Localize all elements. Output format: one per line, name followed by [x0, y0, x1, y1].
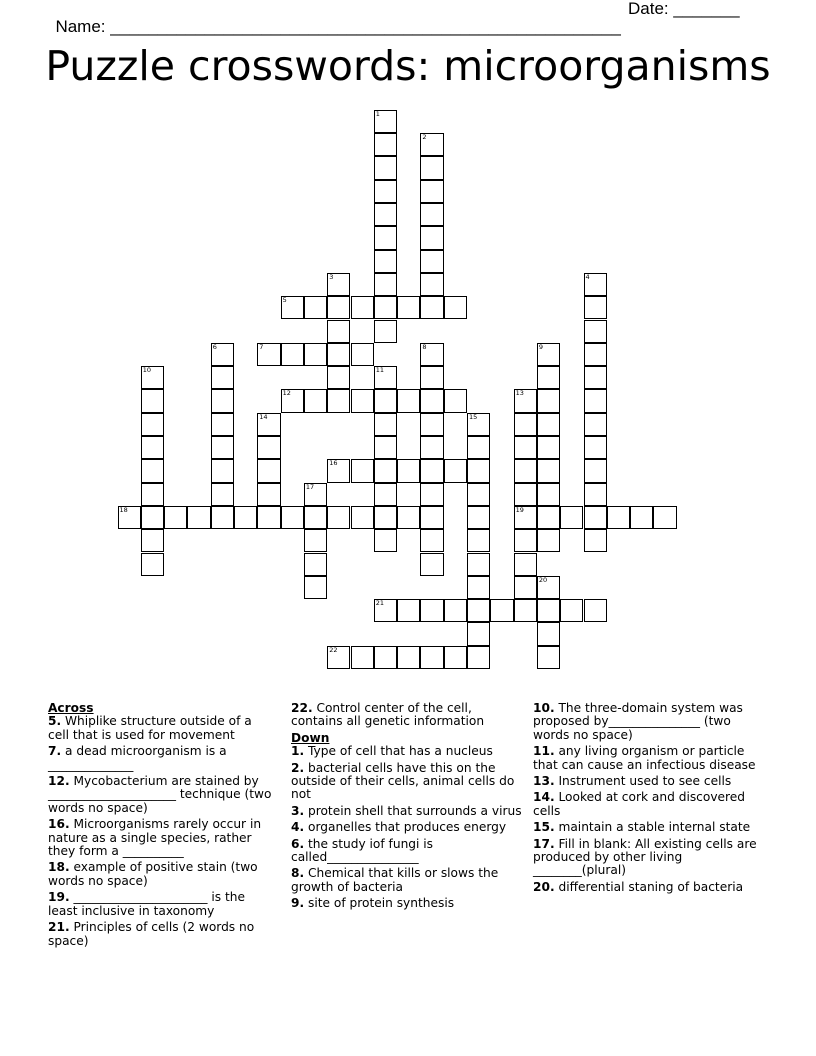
clue-number-label: 8.	[291, 866, 305, 881]
clue-item	[291, 821, 526, 834]
clue-heading: Across	[48, 701, 94, 715]
clue-number: 14	[259, 412, 268, 421]
clue-number-label: 6.	[291, 836, 305, 851]
grid-cell[interactable]	[374, 413, 397, 436]
grid-cell[interactable]	[187, 506, 210, 529]
grid-cell[interactable]	[514, 389, 537, 412]
clue-text: differential staning of bacteria	[554, 879, 744, 894]
grid-cell[interactable]	[374, 296, 397, 319]
grid-cell[interactable]	[351, 459, 374, 482]
grid-cell[interactable]	[397, 296, 420, 319]
grid-cell[interactable]	[374, 156, 397, 179]
grid-cell[interactable]	[211, 389, 234, 412]
clue-number-label: 21.	[48, 920, 70, 935]
grid-cell[interactable]	[420, 343, 443, 366]
clue-number: 2	[422, 133, 427, 142]
grid-cell[interactable]	[537, 366, 560, 389]
grid-cell[interactable]	[537, 622, 560, 645]
grid-cell[interactable]	[304, 483, 327, 506]
name-field-label: Name: ______________________________________________________	[55, 17, 621, 36]
grid-cell[interactable]	[374, 273, 397, 296]
grid-cell[interactable]	[420, 459, 443, 482]
grid-cell[interactable]	[467, 576, 490, 599]
clue-item	[533, 821, 763, 834]
grid-cell[interactable]	[281, 506, 304, 529]
grid-cell[interactable]	[420, 273, 443, 296]
clue-number-label: 3.	[291, 803, 305, 818]
clue-item	[533, 838, 763, 878]
clue-item	[48, 921, 273, 948]
grid-cell[interactable]	[584, 436, 607, 459]
clue-column	[48, 702, 273, 951]
grid-cell[interactable]	[141, 529, 164, 552]
clue-number-label: 13.	[533, 774, 555, 789]
clue-column	[291, 702, 526, 914]
clue-number-label: 2.	[291, 760, 305, 775]
grid-cell[interactable]	[327, 296, 350, 319]
grid-cell[interactable]	[141, 459, 164, 482]
grid-cell[interactable]	[653, 506, 676, 529]
grid-cell[interactable]	[374, 646, 397, 669]
grid-cell[interactable]	[560, 506, 583, 529]
grid-cell[interactable]	[537, 529, 560, 552]
grid-cell[interactable]	[257, 413, 280, 436]
clue-text: Type of cell that has a nucleus	[304, 744, 493, 759]
clue-item	[48, 775, 273, 815]
grid-cell[interactable]	[467, 646, 490, 669]
grid-cell[interactable]	[211, 436, 234, 459]
grid-cell[interactable]	[374, 180, 397, 203]
grid-cell[interactable]	[351, 343, 374, 366]
grid-cell[interactable]	[420, 506, 443, 529]
clue-number: 16	[329, 459, 338, 468]
clue-item	[48, 891, 273, 918]
grid-cell[interactable]	[584, 366, 607, 389]
clue-item	[291, 702, 526, 729]
grid-cell[interactable]	[584, 273, 607, 296]
grid-cell[interactable]	[211, 366, 234, 389]
grid-cell[interactable]	[141, 483, 164, 506]
clue-text: ______________________ is the least inclusive in taxonomy	[48, 890, 246, 918]
clue-text: Looked at cork and discovered cells	[533, 790, 746, 818]
grid-cell[interactable]	[374, 203, 397, 226]
clue-item	[533, 791, 763, 818]
clue-number: 22	[329, 645, 338, 654]
clue-column	[533, 702, 763, 897]
grid-cell[interactable]	[420, 389, 443, 412]
grid-cell[interactable]	[281, 389, 304, 412]
clue-text: Control center of the cell, contains all genetic information	[291, 701, 485, 729]
grid-cell[interactable]	[304, 553, 327, 576]
grid-cell[interactable]	[164, 506, 187, 529]
grid-cell[interactable]	[397, 506, 420, 529]
grid-cell[interactable]	[211, 413, 234, 436]
grid-cell[interactable]	[537, 599, 560, 622]
clue-text: Instrument used to see cells	[554, 774, 732, 789]
clue-item	[48, 715, 273, 742]
grid-cell[interactable]	[467, 436, 490, 459]
grid-cell[interactable]	[304, 389, 327, 412]
grid-cell[interactable]	[141, 413, 164, 436]
grid-cell[interactable]	[304, 576, 327, 599]
grid-cell[interactable]	[374, 483, 397, 506]
grid-cell[interactable]	[211, 483, 234, 506]
grid-cell[interactable]	[374, 459, 397, 482]
grid-cell[interactable]	[211, 343, 234, 366]
clue-text: example of positive stain (two words no space)	[48, 860, 258, 888]
clue-text: maintain a stable internal state	[554, 820, 751, 835]
clue-number: 15	[469, 412, 478, 421]
grid-cell[interactable]	[257, 459, 280, 482]
grid-cell[interactable]	[514, 599, 537, 622]
grid-cell[interactable]	[584, 506, 607, 529]
clue-text: Microorganisms rarely occur in nature as a single species, rather they form a __________	[48, 817, 262, 859]
clue-number-label: 4.	[291, 820, 305, 835]
grid-cell[interactable]	[397, 459, 420, 482]
clue-number: 1	[375, 109, 380, 118]
grid-cell[interactable]	[374, 506, 397, 529]
clue-number-label: 17.	[533, 836, 555, 851]
grid-cell[interactable]	[420, 180, 443, 203]
clue-text: Principles of cells (2 words no space)	[48, 920, 255, 948]
clue-item	[291, 745, 526, 758]
grid-cell[interactable]	[420, 366, 443, 389]
grid-cell[interactable]	[281, 296, 304, 319]
grid-cell[interactable]	[420, 646, 443, 669]
clue-number: 18	[119, 505, 128, 514]
grid-cell[interactable]	[584, 483, 607, 506]
clue-text: protein shell that surrounds a virus	[304, 803, 522, 818]
grid-cell[interactable]	[467, 506, 490, 529]
grid-cell[interactable]	[420, 553, 443, 576]
grid-cell[interactable]	[444, 646, 467, 669]
clue-text: Mycobacterium are stained by _____________________ technique (two words no space)	[48, 774, 272, 815]
clue-number-label: 19.	[48, 890, 70, 905]
clue-number: 12	[282, 389, 291, 398]
grid-cell[interactable]	[467, 553, 490, 576]
grid-cell[interactable]	[327, 506, 350, 529]
clue-heading: Down	[291, 730, 330, 745]
grid-cell[interactable]	[584, 296, 607, 319]
clue-number: 6	[212, 342, 217, 351]
grid-cell[interactable]	[537, 576, 560, 599]
grid-cell[interactable]	[327, 389, 350, 412]
grid-cell[interactable]	[374, 320, 397, 343]
grid-cell[interactable]	[537, 483, 560, 506]
grid-cell[interactable]	[374, 389, 397, 412]
clue-number: 21	[375, 599, 385, 608]
grid-cell[interactable]	[537, 646, 560, 669]
grid-cell[interactable]	[444, 599, 467, 622]
grid-cell[interactable]	[514, 506, 537, 529]
grid-cell[interactable]	[327, 459, 350, 482]
clue-item	[48, 745, 273, 772]
grid-cell[interactable]	[514, 483, 537, 506]
grid-cell[interactable]	[537, 389, 560, 412]
grid-cell[interactable]	[257, 506, 280, 529]
grid-cell[interactable]	[444, 459, 467, 482]
clue-item	[291, 838, 526, 865]
grid-cell[interactable]	[467, 459, 490, 482]
date-field-label: Date: _______	[628, 0, 740, 18]
clue-number-label: 7.	[48, 744, 62, 759]
grid-cell[interactable]	[537, 506, 560, 529]
grid-cell[interactable]	[118, 506, 141, 529]
grid-cell[interactable]	[584, 389, 607, 412]
clue-number-label: 1.	[291, 744, 305, 759]
grid-cell[interactable]	[420, 483, 443, 506]
clue-number-label: 10.	[533, 701, 555, 715]
clue-number-label: 12.	[48, 774, 70, 789]
grid-cell[interactable]	[374, 599, 397, 622]
grid-cell[interactable]	[420, 529, 443, 552]
clue-number-label: 16.	[48, 817, 70, 832]
clue-number: 9	[538, 342, 544, 351]
grid-cell[interactable]	[327, 646, 350, 669]
clue-text: The three-domain system was proposed by_______________ (two words no space)	[533, 701, 743, 742]
grid-cell[interactable]	[257, 343, 280, 366]
grid-cell[interactable]	[444, 296, 467, 319]
grid-cell[interactable]	[141, 389, 164, 412]
grid-cell[interactable]	[351, 296, 374, 319]
clue-number: 19	[515, 505, 524, 514]
grid-cell[interactable]	[467, 622, 490, 645]
grid-cell[interactable]	[584, 599, 607, 622]
grid-cell[interactable]	[420, 203, 443, 226]
grid-cell[interactable]	[327, 366, 350, 389]
grid-cell[interactable]	[467, 529, 490, 552]
clue-number: 11	[375, 366, 385, 375]
clue-number: 5	[282, 296, 287, 305]
grid-cell[interactable]	[257, 483, 280, 506]
grid-cell[interactable]	[420, 436, 443, 459]
grid-cell[interactable]	[304, 343, 327, 366]
grid-cell[interactable]	[467, 483, 490, 506]
clue-text: organelles that produces energy	[304, 820, 507, 835]
grid-cell[interactable]	[351, 389, 374, 412]
clue-number: 10	[142, 366, 152, 375]
clue-number-label: 5.	[48, 714, 62, 729]
grid-cell[interactable]	[420, 296, 443, 319]
grid-cell[interactable]	[257, 436, 280, 459]
grid-cell[interactable]	[211, 459, 234, 482]
clue-text: Chemical that kills or slows the growth of bacteria	[291, 866, 499, 894]
grid-cell[interactable]	[141, 553, 164, 576]
grid-cell[interactable]	[584, 529, 607, 552]
grid-cell[interactable]	[420, 226, 443, 249]
grid-cell[interactable]	[537, 343, 560, 366]
grid-cell[interactable]	[374, 529, 397, 552]
grid-cell[interactable]	[584, 343, 607, 366]
grid-cell[interactable]	[374, 133, 397, 156]
clue-text: the study iof fungi is called_______________	[291, 836, 434, 865]
grid-cell[interactable]	[374, 436, 397, 459]
clue-text: Whiplike structure outside of a cell that is used for movement	[48, 714, 252, 742]
grid-cell[interactable]	[397, 646, 420, 669]
grid-cell[interactable]	[327, 343, 350, 366]
clue-number: 3	[329, 272, 334, 281]
grid-cell[interactable]	[281, 343, 304, 366]
clue-text: Fill in blank: All existing cells are produced by other living ________(plural)	[533, 836, 757, 878]
clue-number-label: 18.	[48, 860, 70, 875]
clue-number: 17	[305, 482, 315, 491]
clue-number-label: 20.	[533, 879, 555, 894]
grid-cell[interactable]	[420, 156, 443, 179]
clue-text: a dead microorganism is a ______________	[48, 744, 227, 772]
grid-cell[interactable]	[514, 436, 537, 459]
grid-cell[interactable]	[490, 599, 513, 622]
grid-cell[interactable]	[141, 366, 164, 389]
clue-item	[48, 818, 273, 858]
clue-number-label: 22.	[291, 701, 313, 715]
grid-cell[interactable]	[374, 226, 397, 249]
grid-cell[interactable]	[141, 436, 164, 459]
grid-cell[interactable]	[537, 413, 560, 436]
clue-number: 7	[259, 342, 264, 351]
clue-item	[291, 805, 526, 818]
clue-item	[48, 861, 273, 888]
clue-number: 20	[538, 575, 548, 584]
clue-number-label: 9.	[291, 896, 305, 911]
grid-cell[interactable]	[304, 296, 327, 319]
grid-cell[interactable]	[607, 506, 630, 529]
grid-cell[interactable]	[420, 133, 443, 156]
clue-text: site of protein synthesis	[304, 896, 455, 911]
grid-cell[interactable]	[514, 576, 537, 599]
clue-number-label: 15.	[533, 820, 555, 835]
page-title: Puzzle crosswords: microorganisms	[45, 42, 771, 90]
clue-number: 13	[515, 389, 524, 398]
grid-cell[interactable]	[584, 320, 607, 343]
grid-cell[interactable]	[420, 413, 443, 436]
clue-item	[533, 745, 763, 772]
grid-cell[interactable]	[630, 506, 653, 529]
grid-cell[interactable]	[234, 506, 257, 529]
grid-cell[interactable]	[327, 273, 350, 296]
clue-item	[291, 762, 526, 802]
grid-cell[interactable]	[374, 110, 397, 133]
grid-cell[interactable]	[327, 320, 350, 343]
grid-cell[interactable]	[584, 413, 607, 436]
clue-number: 8	[422, 342, 427, 351]
grid-cell[interactable]	[304, 529, 327, 552]
grid-cell[interactable]	[467, 599, 490, 622]
clue-number: 4	[585, 272, 590, 281]
grid-cell[interactable]	[420, 599, 443, 622]
grid-cell[interactable]	[514, 459, 537, 482]
grid-cell[interactable]	[584, 459, 607, 482]
grid-cell[interactable]	[537, 459, 560, 482]
grid-cell[interactable]	[397, 389, 420, 412]
grid-cell[interactable]	[397, 599, 420, 622]
clue-item	[291, 867, 526, 894]
clue-item	[291, 897, 526, 910]
grid-cell[interactable]	[420, 250, 443, 273]
clue-text: bacterial cells have this on the outside of their cells, animal cells do not	[291, 760, 515, 802]
grid-cell[interactable]	[211, 506, 234, 529]
clue-item	[533, 881, 763, 894]
grid-cell[interactable]	[141, 506, 164, 529]
grid-cell[interactable]	[351, 646, 374, 669]
grid-cell[interactable]	[514, 529, 537, 552]
clue-item	[533, 702, 763, 742]
grid-cell[interactable]	[304, 506, 327, 529]
grid-cell[interactable]	[444, 389, 467, 412]
clue-item	[533, 775, 763, 788]
grid-cell[interactable]	[467, 413, 490, 436]
grid-cell[interactable]	[537, 436, 560, 459]
clue-number-label: 14.	[533, 790, 555, 805]
grid-cell[interactable]	[374, 250, 397, 273]
grid-cell[interactable]	[514, 553, 537, 576]
grid-cell[interactable]	[560, 599, 583, 622]
clue-text: any living organism or particle that can cause an infectious disease	[533, 744, 756, 772]
grid-cell[interactable]	[374, 366, 397, 389]
grid-cell[interactable]	[514, 413, 537, 436]
clue-number-label: 11.	[533, 744, 555, 759]
grid-cell[interactable]	[351, 506, 374, 529]
